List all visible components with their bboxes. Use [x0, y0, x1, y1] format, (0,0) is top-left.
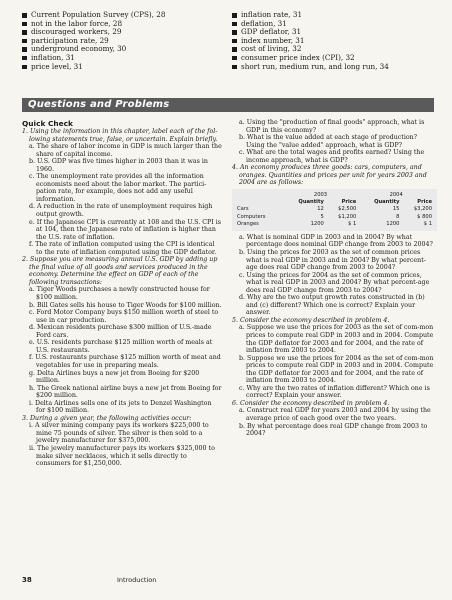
question-2g: g. Delta Airlines buys a new jet from Boeing for $200 million.	[29, 369, 200, 385]
price-quantity-table	[235, 191, 434, 228]
question-5c: c. Why are the two rates of inflation different? Which one is correct? Explain your answer.	[239, 384, 430, 400]
table-cell: $1,200	[338, 213, 357, 220]
table-cell: $2,500	[338, 206, 357, 213]
bullet-square-icon	[22, 30, 27, 35]
key-term: deflation, 31	[232, 20, 437, 29]
question-3a: a. Using the "production of final goods" approach, what is GDP in this economy?	[239, 119, 425, 134]
table-cell: $ 1	[423, 221, 432, 228]
key-term: cost of living, 32	[232, 45, 437, 54]
table-year-row	[235, 191, 434, 198]
table-cell: 1200	[386, 221, 400, 228]
column-header: Quantity	[298, 198, 324, 205]
question-4c: c. Using the prices for 2004 as the set of common prices, what is real GDP in 2003 and 2004? By what percent-age does real GDP change from 2003 to 2004?	[239, 271, 430, 294]
question-2i: i. Delta Airlines sells one of its jets to Denzel Washington for $100 million.	[29, 399, 212, 415]
table-header-row	[235, 198, 434, 205]
bullet-square-icon	[22, 13, 27, 18]
key-term: not in the labor force, 28	[22, 20, 222, 29]
table-row	[235, 213, 434, 220]
question-5a: a. Suppose we use the prices for 2003 as the set of com-mon prices to compute real GDP in 2003 and in 2004. Compute the GDP deflator for 2003 and for 2004, and the rate of inflation from 2003 to 2004.	[239, 324, 434, 355]
section-label: Introduction	[117, 576, 157, 584]
table-cell: Cars	[237, 206, 249, 213]
section-title: Questions and Problems	[28, 99, 170, 110]
key-term: short run, medium run, and long run, 34	[232, 63, 437, 72]
price-quantity-table-box	[232, 189, 437, 231]
key-term: Current Population Survey (CPS), 28	[22, 11, 222, 20]
question-1c: c. The unemployment rate provides all the information economists need about the labor market. The partici-pation rate, for example, does not add any useful information.	[29, 173, 207, 203]
question-3c: c. What are the total wages and profits earned? Using the income approach, what is GDP?	[239, 149, 425, 164]
question-1b: b. U.S. GDP was five times higher in 2003 than it was in 1960.	[29, 158, 208, 173]
table-cell: 15	[392, 206, 400, 213]
table-cell: 1200	[310, 221, 324, 228]
column-header: Price	[341, 198, 357, 205]
question-1: 1. Using the information in this chapter, label each of the fol-lowing statements true, false, or uncertain. Explain briefly.	[22, 128, 218, 143]
bullet-square-icon	[232, 39, 237, 44]
bullet-square-icon	[232, 65, 237, 70]
year-header-2003: 2003	[313, 191, 328, 198]
bullet-square-icon	[232, 13, 237, 18]
question-2f: f. U.S. restaurants purchase $125 million worth of meat and vegetables for use in preparing meals.	[29, 354, 221, 369]
question-2: 2. Suppose you are measuring annual U.S. GDP by adding up the final value of all goods and services produced in the economy. Determine the effect on GDP of each of the following transactions:	[22, 256, 218, 286]
bullet-square-icon	[22, 47, 27, 52]
column-header: Quantity	[374, 198, 400, 205]
question-4d: d. Why are the two output growth rates constructed in (b) and (c) different? Which one is correct? Explain your answer.	[239, 294, 425, 317]
question-2b: b. Bill Gates sells his house to Tiger Woods for $100 million.	[29, 301, 222, 309]
key-term: inflation, 31	[22, 54, 222, 63]
table-cell: 5	[320, 213, 324, 220]
column-header: Price	[417, 198, 432, 205]
key-term: participation rate, 29	[22, 37, 222, 46]
bullet-square-icon	[232, 56, 237, 61]
question-1f: f. The rate of inflation computed using the CPI is identical to the rate of inflation computed using the GDP deflator.	[29, 241, 217, 256]
key-term: GDP deflator, 31	[232, 28, 437, 37]
table-cell: $ 1	[348, 221, 357, 228]
question-3ii: ii. The jewelry manufacturer pays its workers $325,000 to make silver necklaces, which it sells directly to consumers for $1,250,000.	[29, 444, 215, 468]
question-4b: b. Using the prices for 2003 as the set of common prices what is real GDP in 2003 and in 2004? By what percent-age does real GDP change from 2003 to 2004?	[239, 248, 426, 272]
question-1e: e. If the Japanese CPI is currently at 108 and the U.S. CPI is at 104, then the Japanese rate of inflation is higher than the U.S. rate of inflation.	[29, 218, 222, 241]
key-term: inflation rate, 31	[232, 11, 437, 20]
question-3b: b. What is the value added at each stage of production? Using the "value added" approach, what is GDP?	[239, 134, 418, 149]
table-cell: Oranges	[237, 221, 259, 228]
year-header-2004: 2004	[389, 191, 403, 198]
bullet-square-icon	[22, 22, 27, 27]
table-row	[235, 206, 434, 213]
key-terms-left	[22, 11, 222, 71]
table-row	[235, 220, 434, 227]
key-term: underground economy, 30	[22, 45, 222, 54]
bullet-square-icon	[232, 22, 237, 27]
key-term: index number, 31	[232, 37, 437, 46]
key-term: discouraged workers, 29	[22, 28, 222, 37]
table-cell: $ 800	[417, 213, 432, 220]
table-cell: Computers	[237, 213, 266, 220]
question-5: 5. Consider the economy described in problem 4.	[232, 316, 390, 324]
question-3i: i. A silver mining company pays its workers $225,000 to mine 75 pounds of silver. The silver is then sold to a jewelry manufacturer for $375,000.	[29, 422, 209, 445]
right-column	[232, 119, 437, 438]
left-column	[22, 119, 222, 468]
table-cell: 12	[317, 206, 324, 213]
bullet-square-icon	[22, 56, 27, 61]
key-terms-right	[232, 11, 437, 71]
question-4a: a. What is nominal GDP in 2003 and in 2004? By what percentage does nominal GDP change from 2003 to 2004?	[239, 233, 433, 249]
bullet-square-icon	[232, 30, 237, 35]
table-cell: $3,200	[413, 206, 432, 213]
quick-check-heading: Quick Check	[22, 119, 73, 128]
key-term: price level, 31	[22, 63, 222, 72]
question-1a: a. The share of labor income in GDP is much larger than the share of capital income.	[29, 143, 222, 158]
question-6b: b. By what percentage does real GDP change from 2003 to 2004?	[239, 422, 428, 438]
question-1d: d. A reduction in the rate of unemployment requires high output growth.	[29, 203, 213, 219]
question-6a: a. Construct real GDP for years 2003 and 2004 by using the average price of each good over the two years.	[239, 407, 431, 422]
table-cell: 8	[396, 213, 400, 220]
question-6: 6. Consider the economy described in problem 4.	[232, 399, 390, 407]
question-2a: a. Tiger Woods purchases a newly constructed house for $100 million.	[29, 286, 210, 302]
question-2c: c. Ford Motor Company buys $150 million worth of steel to use in car production.	[29, 309, 219, 324]
section-banner	[22, 98, 434, 112]
question-4: 4. An economy produces three goods: cars, computers, and oranges. Quantities and prices per unit for years 2003 and 2004 are as follows:	[232, 164, 427, 187]
question-5b: b. Suppose we use the prices for 2004 as the set of com-mon prices to compute real GDP in 2003 and in 2004. Compute the GDP deflator for 2003 and for 2004, and the rate of inflation from 2003 to 2004.	[239, 354, 434, 385]
question-3: 3. During a given year, the following activities occur:	[22, 414, 192, 422]
page-number: 38	[22, 576, 32, 584]
bullet-square-icon	[232, 47, 237, 52]
key-term: consumer price index (CPI), 32	[232, 54, 437, 63]
question-2e: e. U.S. residents purchase $125 million worth of meals at U.S. restaurants.	[29, 339, 213, 354]
page-footer	[22, 576, 202, 588]
question-2h: h. The Greek national airline buys a new jet from Boeing for $200 million.	[29, 384, 222, 400]
bullet-square-icon	[22, 39, 27, 44]
bullet-square-icon	[22, 65, 27, 70]
question-2d: d. Mexican residents purchase $300 million of U.S.-made Ford cars.	[29, 324, 212, 339]
